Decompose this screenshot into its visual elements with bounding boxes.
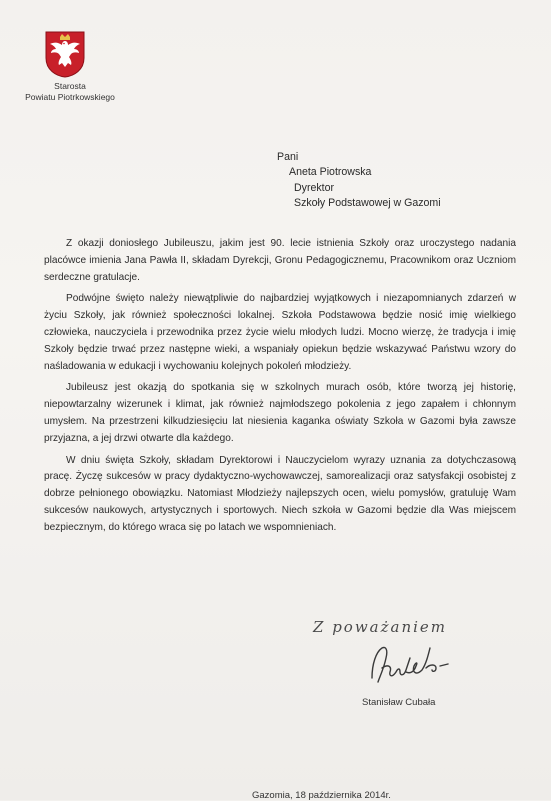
office-title <box>20 81 120 103</box>
paragraph: Jubileusz jest okazją do spotkania się w szkolnych murach osób, które tworzą jej historię, niepowtarzalny wizerunek i klimat, jak również najmłodszego pokolenia z jego zapałem i chłonnym umysłem. Na przestrzeni kilkudziesięciu lat niesienia kaganka oświaty Szkoła w Gazomi była zawsze przyjazna, a jej drzwi otwarte dla każdego. <box>44 382 516 444</box>
recipient-position: Dyrektor <box>294 181 335 194</box>
recipient-block <box>277 150 441 212</box>
recipient-salutation: Pani <box>277 151 299 163</box>
letter-body <box>44 236 516 542</box>
handwritten-signature <box>366 638 466 696</box>
office-line-2: Powiatu Piotrkowskiego <box>25 92 115 102</box>
signer-name: Stanisław Cubała <box>362 697 436 708</box>
coat-of-arms-eagle-icon <box>44 30 86 78</box>
paragraph: W dniu święta Szkoły, składam Dyrektorowi i Nauczycielom wyrazy uznania za dotychczasową pracę. Życzę sukcesów w pracy dydaktyczno-wychowawczej, samorealizacji oraz satysfakcji osobistej z dobrze pełnionego obowiązku. Natomiast Młodzieży najlepszych ocen, wielu pomysłów, gratuluję Wam sukcesów naukowych, artystycznych i sportowych. Niech szkoła w Gazomi będzie dla Was miejscem bezpiecznym, do którego wraca się po latach we wspomnieniach. <box>44 454 516 533</box>
paragraph: Z okazji doniosłego Jubileuszu, jakim jest 90. lecie istnienia Szkoły oraz uroczystego nadania placówce imienia Jana Pawła II, składam Dyrekcji, Gronu Pedagogicznemu, Pracownikom oraz Uczniom serdeczne gratulacje. <box>44 238 516 283</box>
office-line-1: Starosta <box>54 81 86 91</box>
paragraph: Podwójne święto należy niewątpliwie do najbardziej wyjątkowych i niezapomnianych zdarzeń w życiu Szkoły, jak również społeczności lokalnej. Szkoła Podstawowa będzie nosić imię wielkiego człowieka, nauczyciela i przewodnika przez życie wielu młodych ludzi. Mocno wierzę, że tradycja i imię Szkoły będzie trwać przez następne wieki, a wspaniały opiekun będzie wskazywać Państwu wzory do naśladowania w edukacji i wychowaniu kolejnych pokoleń młodzieży. <box>44 293 516 372</box>
recipient-name: Aneta Piotrowska <box>289 166 372 179</box>
place-and-date: Gazomia, 18 października 2014r. <box>252 790 391 801</box>
recipient-school: Szkoły Podstawowej w Gazomi <box>294 197 441 210</box>
closing-phrase: Z poważaniem <box>313 618 448 636</box>
